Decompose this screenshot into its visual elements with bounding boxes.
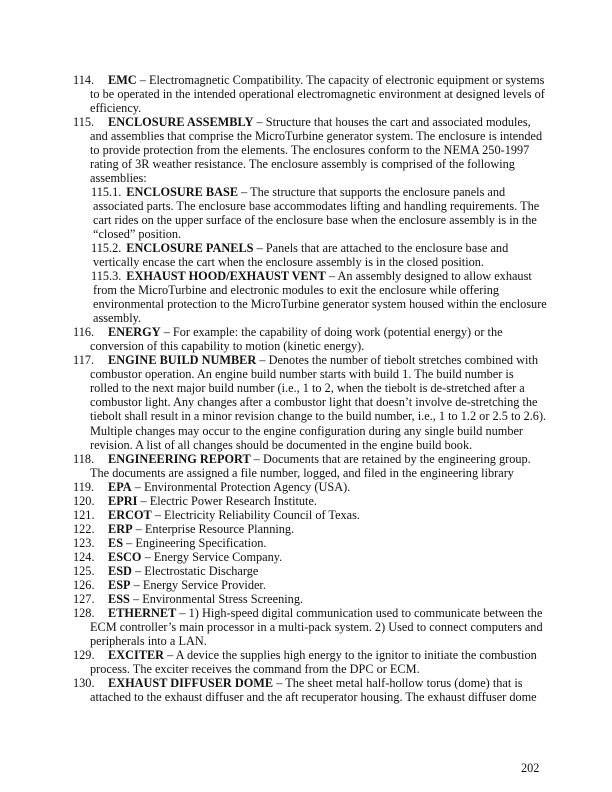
continuation-line: and assemblies that comprise the MicroTurbine generator system. The enclosure is intended [90,129,543,144]
continuation-line: Multiple changes may occur to the engine configuration during any single build number [90,423,524,438]
entry-definition: – 1) High-speed digital communication used to communicate between the [176,605,543,620]
subentry-number: 115.2. [91,241,122,256]
entry-definition: – Engineering Specification. [123,535,267,550]
entry-number: 120. [73,493,95,508]
subentry-definition: – The structure that supports the enclosure panels and [238,185,506,200]
continuation-line: combustor operation. An engine build number starts with build 1. The build number is [90,367,514,382]
entry-term: EXCITER [108,647,165,662]
subentry-definition: – Panels that are attached to the enclosure base and [253,241,509,256]
continuation-line: process. The exciter receives the command from the DPC or ECM. [90,661,420,676]
continuation-line: environmental protection to the MicroTurbine generator system housed within the enclosure [93,297,547,312]
entry-definition: – For example: the capability of doing work (potential energy) or the [160,325,503,340]
continuation-line: assembly. [93,311,142,326]
entry-number: 128. [73,605,95,620]
entry-definition: – Enterprise Resource Planning. [132,521,295,536]
continuation-line: revision. A list of all changes should be documented in the engine build book. [90,437,473,452]
entry-term: ES [108,535,124,550]
entry-term: ERP [108,521,133,536]
subentry-number: 115.3. [91,269,122,284]
continuation-line: to provide protection from the elements. The enclosures conform to the NEMA 250-1997 [90,143,530,158]
continuation-line: associated parts. The enclosure base accommodates lifting and handling requirements. The [93,199,540,214]
entry-number: 129. [73,647,95,662]
entry-term: EPA [108,479,132,494]
continuation-line: efficiency. [90,101,142,116]
entry-definition: – Electricity Reliability Council of Texas. [151,507,360,522]
entry-definition: – Energy Service Company. [141,549,283,564]
entry-term: EPRI [108,493,138,508]
entry-definition: – Denotes the number of tiebolt stretches combined with [256,353,539,368]
entry-number: 114. [73,73,95,87]
continuation-line: ECM controller’s main processor in a multi-pack system. 2) Used to connect computers and [90,619,543,634]
entry-term: EXHAUST DIFFUSER DOME [108,675,274,690]
entry-term: ESS [108,591,130,606]
entry-number: 124. [73,549,95,564]
continuation-line: The documents are assigned a file number, logged, and filed in the engineering library [90,465,514,480]
entry-definition: – Documents that are retained by the engineering group. [250,451,531,466]
page-number: 202 [521,761,540,775]
subentry-term: EXHAUST HOOD/EXHAUST VENT [126,269,326,284]
continuation-line: “closed” position. [93,227,182,242]
entry-number: 115. [73,115,95,130]
continuation-line: attached to the exhaust diffuser and the aft recuperator housing. The exhaust diffuser dome [90,689,537,704]
entry-term: ENCLOSURE ASSEMBLY [108,115,254,130]
entry-definition: – A device the supplies high energy to the ignitor to initiate the combustion [164,647,537,662]
entry-number: 117. [73,353,95,368]
entry-term: ENGINE BUILD NUMBER [108,353,257,368]
continuation-line: peripherals into a LAN. [90,633,207,648]
continuation-line: assemblies: [90,171,147,186]
entry-term: ESCO [108,549,142,564]
entry-definition: – Energy Service Provider. [130,577,266,592]
entry-definition: – Environmental Stress Screening. [129,591,304,606]
entry-number: 123. [73,535,95,550]
subentry-definition: – An assembly designed to allow exhaust [325,269,532,284]
continuation-line: rating of 3R weather resistance. The enclosure assembly is comprised of the following [90,157,515,172]
glossary-subentry [91,269,532,283]
continuation-line: tiebolt shall result in a minor revision change to the build number, i.e., 1 to 1.2 or 2.5 to 2.6). [90,409,547,424]
entry-number: 118. [73,451,95,466]
entry-number: 122. [73,521,95,536]
subentry-term: ENCLOSURE PANELS [126,241,254,256]
subentry-number: 115.1. [91,185,122,200]
entry-term: ESP [108,577,131,592]
continuation-line: rolled to the next major build number (i.e., 1 to 2, when the tiebolt is de-stretched after a [90,381,525,396]
entry-term: ERCOT [108,507,152,522]
entry-term: EMC [108,73,137,87]
entry-number: 126. [73,577,95,592]
continuation-line: combustor light. Any changes after a combustor light that doesn’t involve de-stretching the [90,395,538,410]
continuation-line: from the MicroTurbine and electronic modules to exit the enclosure while offering [93,283,500,298]
entry-number: 127. [73,591,95,606]
entry-definition: – Electrostatic Discharge [131,563,259,578]
continuation-line: vertically encase the cart when the enclosure assembly is in the closed position. [93,255,484,270]
entry-number: 116. [73,325,95,340]
entry-number: 125. [73,563,95,578]
continuation-line: cart rides on the upper surface of the enclosure base when the enclosure assembly is in the [93,213,537,228]
glossary-subentry [91,185,505,199]
continuation-line: to be operated in the intended operational electromagnetic environment at designed levels of [90,87,545,102]
continuation-line: conversion of this capability to motion (kinetic energy). [90,339,365,354]
entry-number: 121. [73,507,95,522]
entry-definition: – Environmental Protection Agency (USA). [131,479,351,494]
entry-number: 119. [73,479,95,494]
entry-term: ESD [108,563,132,578]
entry-definition: – Structure that houses the cart and associated modules, [253,115,531,130]
entry-term: ENGINEERING REPORT [108,451,251,466]
entry-definition: – The sheet metal half-hollow torus (dome) that is [273,675,523,690]
entry-number: 130. [73,675,95,690]
glossary-subentry [91,241,508,255]
entry-term: ETHERNET [108,605,177,620]
subentry-term: ENCLOSURE BASE [126,185,239,200]
entry-definition: – Electric Power Research Institute. [137,493,317,508]
entry-definition: – Electromagnetic Compatibility. The capacity of electronic equipment or systems [136,73,545,87]
entry-term: ENERGY [108,325,161,340]
